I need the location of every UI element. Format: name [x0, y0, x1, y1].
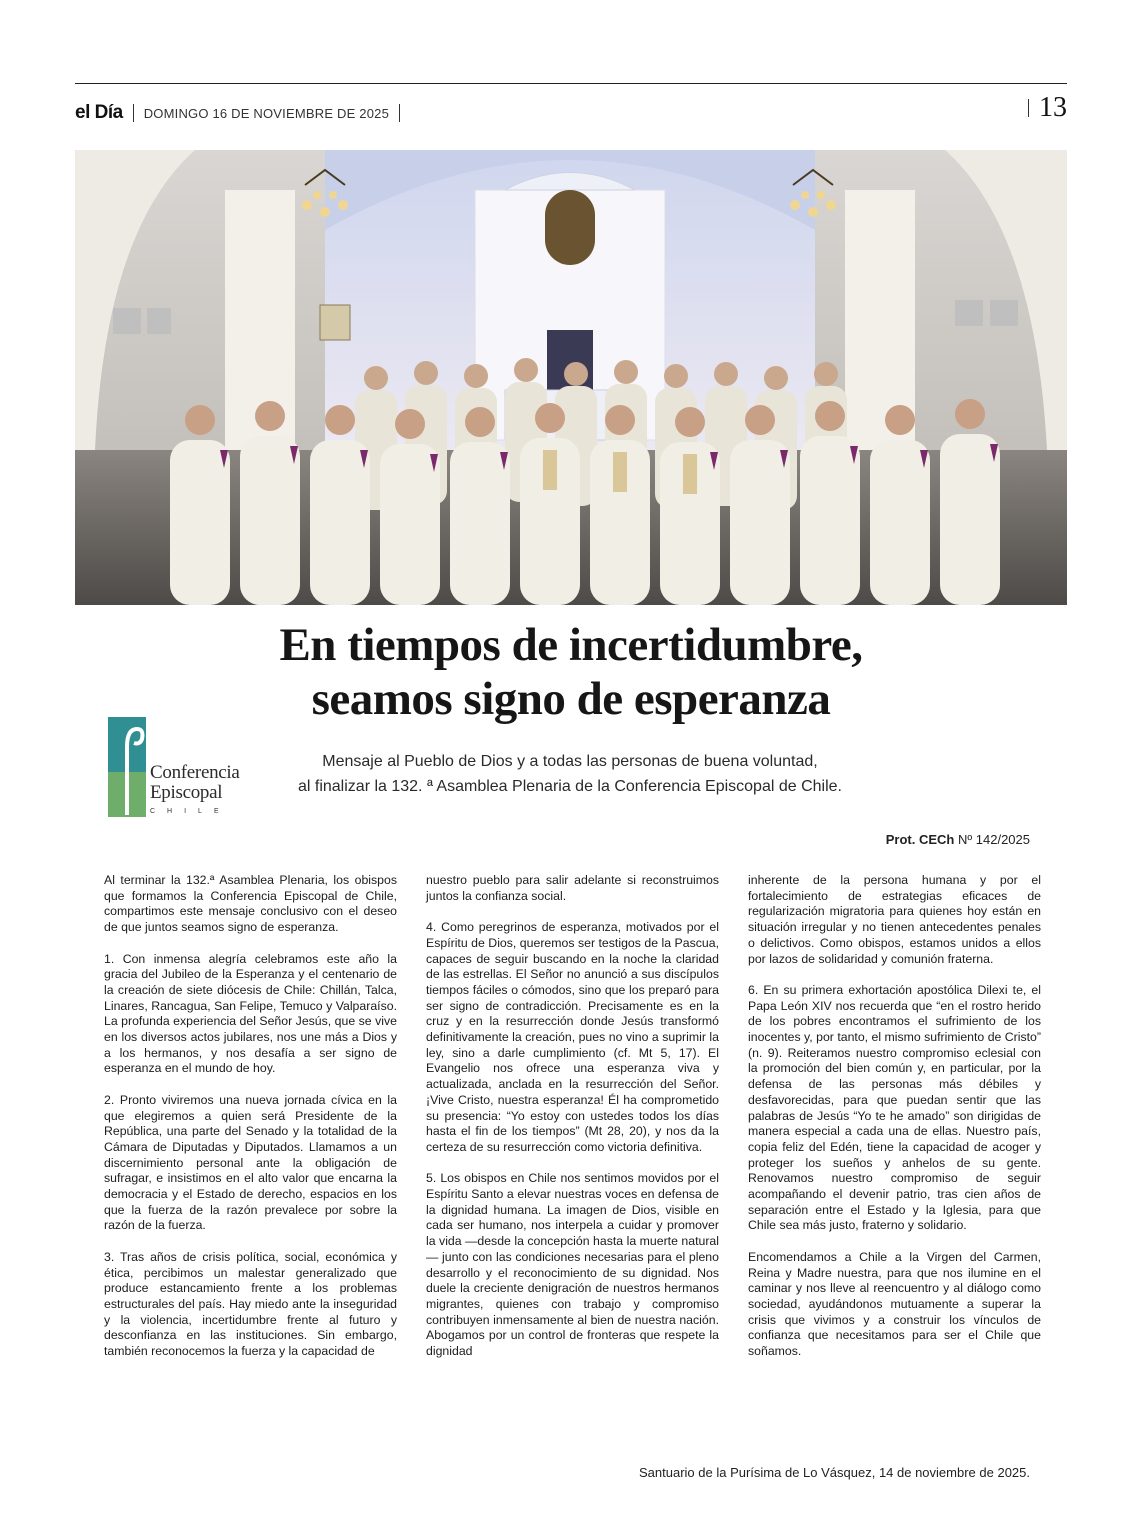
paragraph: 4. Como peregrinos de esperanza, motivados por el Espíritu de Dios, queremos ser testigos de la Pascua, capaces de seguir buscando en la noche la claridad de las estrellas. El Señor no anunció a sus discípulos tiempos fáciles o cómodos, sino que los preparó para ser signo de contradicción. Precisamente es en la cruz y en la resurrección donde Jesús transformó definitivamente la creación, pues no vino a suprimir la ley, sino a darle cumplimiento (cf. Mt 5, 17). El Evangelio nos ofrece una esperanza viva y actualizada, anclada en la resurrección del Señor. ¡Vive Cristo, nuestra esperanza! Él ha comprometido su presencia: “Yo estoy con ustedes todos los días hasta el fin de los tiempos” (Mt 28, 20), y nos da la certeza de su resurrección como victoria definitiva.	[426, 920, 719, 1154]
cech-country: CHILE	[150, 808, 231, 815]
protocol-number: Nº 142/2025	[958, 832, 1030, 847]
paragraph: Encomendamos a Chile a la Virgen del Carmen, Reina y Madre nuestra, para que nos ilumine en el caminar y nos lleve al reencuentro y al diálogo como sociedad, ayudándonos mutuamente a superar la crisis que vivimos y a construir los vínculos de confianza que necesitamos para ser el Chile que soñamos.	[748, 1249, 1041, 1359]
article-column-1	[104, 873, 397, 1360]
paragraph: 3. Tras años de crisis política, social, económica y ética, percibimos un malestar generalizado que produce estancamiento frente a los problemas estructurales del país. Hay miedo ante la inseguridad y la violencia, incertidumbre frente al futuro y desconfianza en las instituciones. Sin embargo, también reconocemos la fuerza y la capacidad de	[104, 1249, 397, 1359]
cech-name: Conferencia Episcopal	[150, 762, 240, 803]
page-number: 13	[1039, 92, 1067, 123]
page-number-block	[1018, 92, 1067, 124]
headline-line: seamos signo de esperanza	[311, 673, 831, 725]
signoff: Santuario de la Purísima de Lo Vásquez, 14 de noviembre de 2025.	[639, 1465, 1030, 1480]
masthead-separator	[133, 104, 134, 122]
article-column-3	[748, 873, 1041, 1360]
article-column-2	[426, 873, 719, 1360]
newspaper-logo: el Día	[75, 102, 123, 123]
headline-line: En tiempos de incertidumbre,	[279, 619, 863, 671]
paragraph: Al terminar la 132.ª Asamblea Plenaria, los obispos que formamos la Conferencia Episcopal de Chile, compartimos este mensaje conclusivo con el deseo de que juntos seamos signo de esperanza.	[104, 873, 397, 935]
crozier-logo-icon	[108, 717, 146, 817]
group-photo-illustration	[75, 150, 1067, 605]
paragraph: inherente de la persona humana y por el fortalecimiento de estrategias eficaces de regularización migratoria para quienes hoy están en situación irregular y no tienen antecedentes penales o delictivos. Como obispos, estamos unidos a ellos por lazos de solidaridad y comunión fraterna.	[748, 873, 1041, 966]
paragraph: 5. Los obispos en Chile nos sentimos movidos por el Espíritu Santo a elevar nuestras voces en defensa de la dignidad humana. La imagen de Dios, visible en cada ser humano, nos interpela a cuidar y promover la vida —desde la concepción hasta la muerte natural— junto con las condiciones necesarias para el pleno desarrollo y el reconocimiento de su dignidad. Nos duele la creciente denigración de nuestros hermanos migrantes, quienes con trabajo y compromiso contribuyen inmensamente al bien de nuestra nación. Abogamos por un control de fronteras que respete la dignidad	[426, 1171, 719, 1359]
protocol-label: Prot. CECh	[885, 832, 955, 847]
cech-logo	[108, 717, 243, 823]
headline	[75, 618, 1067, 726]
subheadline: Mensaje al Pueblo de Dios y a todas las personas de buena voluntad, al finalizar la 132. ª Asamblea Plenaria de la Conferencia Episcopal de Chile.	[297, 753, 842, 795]
issue-date: DOMINGO 16 DE NOVIEMBRE DE 2025	[143, 105, 390, 121]
masthead	[75, 100, 410, 126]
masthead-separator	[399, 104, 400, 122]
page-number-separator	[1028, 99, 1029, 117]
group-photo	[75, 150, 1067, 605]
header-rule	[75, 83, 1067, 84]
paragraph: 6. En su primera exhortación apostólica Dilexi te, el Papa León XIV nos recuerda que “en el rostro herido de los pobres encontramos el sufrimiento de los inocentes y, por tanto, el mismo sufrimiento de Cristo” (n. 9). Reiteramos nuestro compromiso eclesial con la promoción del bien común y, en particular, por la defensa de las personas más débiles y desfavorecidas, para que puedan sentir que las palabras de Jesús “Yo te he amado” son dirigidas de manera especial a cada una de ellas. Nuestro país, copia feliz del Edén, tiene la capacidad de acoger y proteger los sueños y anhelos de su gente. Renovamos nuestro compromiso de seguir acompañando el devenir patrio, tras cien años de separación entre el Estado y la Iglesia, para que Chile sea más justo, fraterno y solidario.	[748, 982, 1041, 1233]
paragraph: nuestro pueblo para salir adelante si reconstruimos juntos la confianza social.	[426, 873, 719, 903]
protocol-reference	[886, 832, 1030, 847]
paragraph: 1. Con inmensa alegría celebramos este año la gracia del Jubileo de la Esperanza y el centenario de la creación de siete diócesis de Chile: Chillán, Talca, Linares, Rancagua, San Felipe, Temuco y Valparaíso. La profunda experiencia del Señor Jesús, que se vive en los diversos actos jubilares, nos une más a Dios y a los hermanos, y nos desafía a ser signo de esperanza en el mundo de hoy.	[104, 951, 397, 1076]
paragraph: 2. Pronto viviremos una nueva jornada cívica en la que elegiremos a quien será Presidente de la República, una parte del Senado y la totalidad de la Cámara de Diputadas y Diputados. Llamamos a un discernimiento personal ante la obligación de sufragar, e insistimos en el alto valor que encarna la democracia y el Estado de derecho, espacios en los que la fuerza de la razón prevalece por sobre la razón de la fuerza.	[104, 1092, 397, 1233]
